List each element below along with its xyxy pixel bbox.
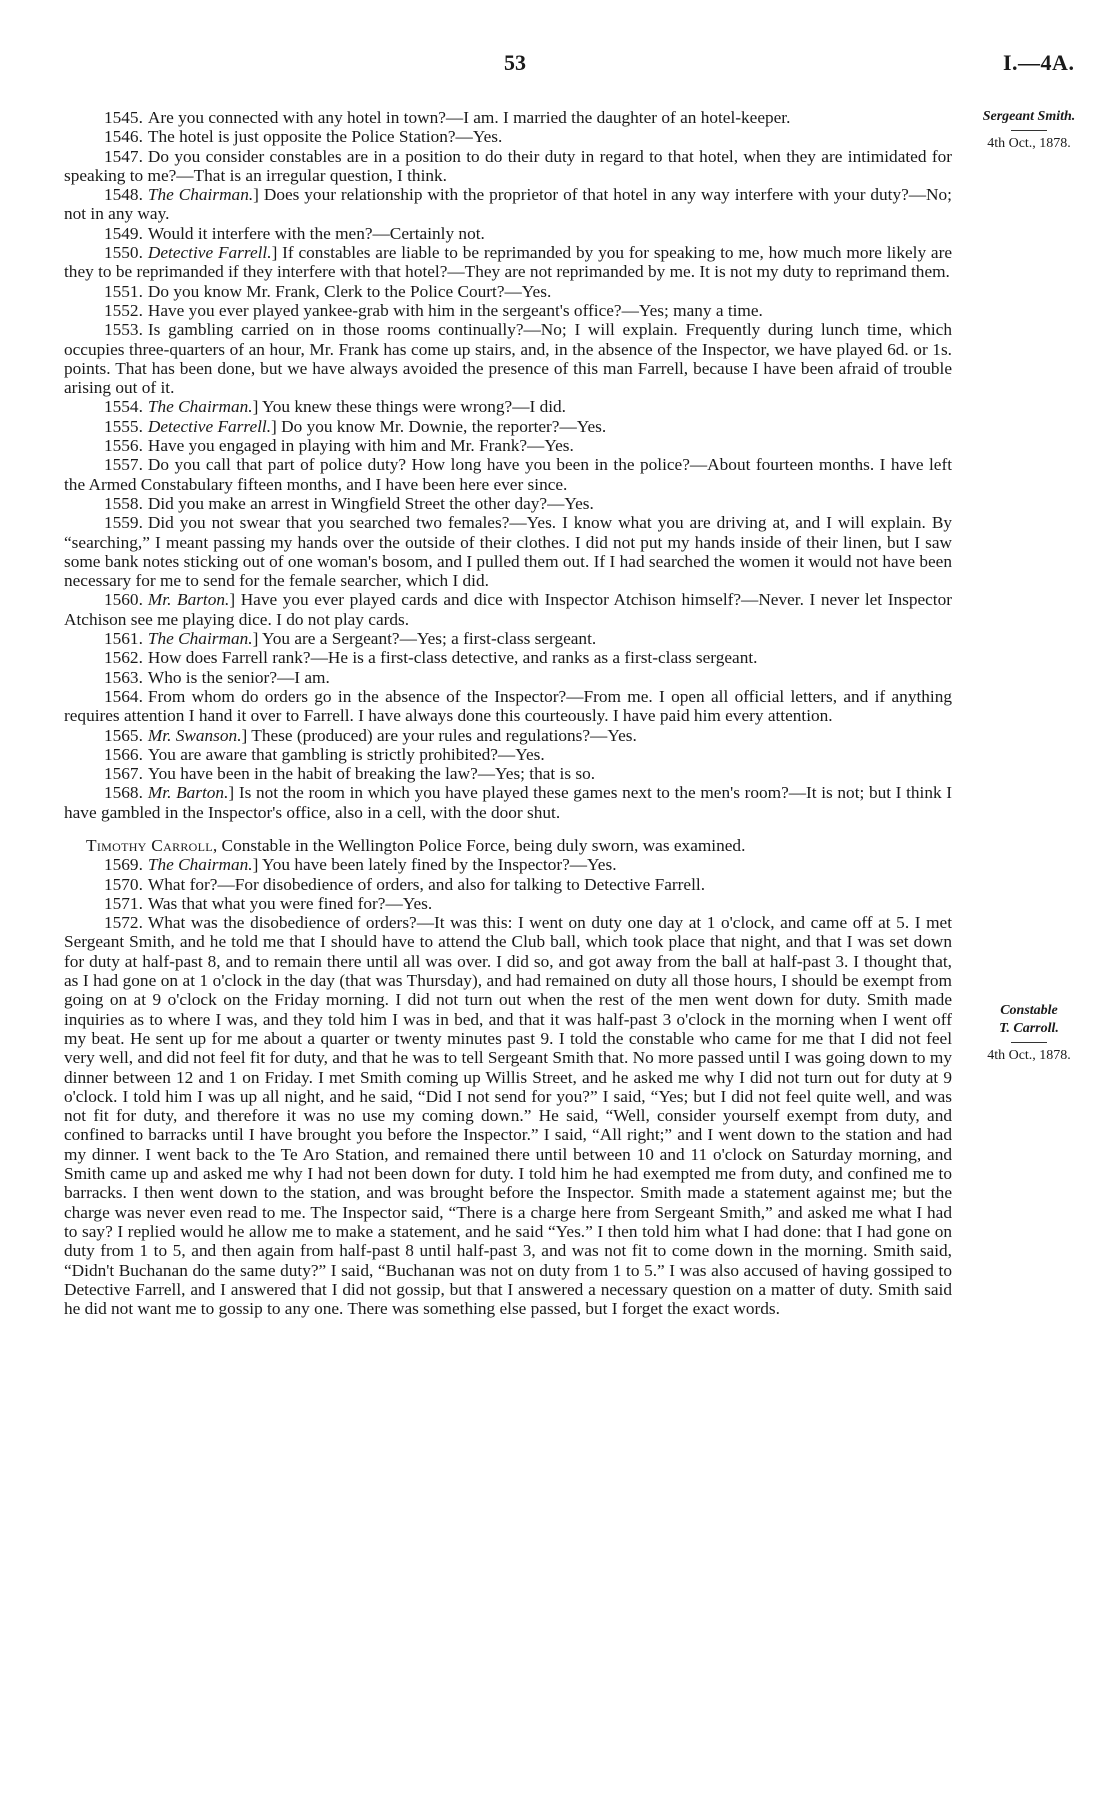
questioner-name: Mr. Swanson. <box>147 725 242 745</box>
margin-note-constable-carroll <box>968 1002 1090 1065</box>
question-paragraph <box>64 436 952 455</box>
question-paragraph <box>64 648 952 667</box>
question-number: 1569. <box>104 855 143 875</box>
question-number: 1562. <box>104 648 143 668</box>
questioner-name: The Chairman. <box>147 397 253 417</box>
question-paragraph <box>64 147 952 186</box>
question-paragraph <box>64 320 952 397</box>
question-paragraph: 1565. Mr. Swanson.] These (produced) are your rules and regulations?—Yes. <box>104 725 637 745</box>
question-text: Who is the senior?—I am. <box>147 667 330 687</box>
margin-note-name: Sergeant Smith. <box>982 109 1076 124</box>
question-paragraph <box>64 224 952 243</box>
questioner-name: Mr. Barton. <box>147 590 230 610</box>
page-header <box>0 50 1114 80</box>
question-paragraph <box>64 687 952 726</box>
question-text: You have been lately fined by the Inspector?—Yes. <box>262 855 617 875</box>
question-paragraph <box>64 764 952 783</box>
question-paragraph: 1561. The Chairman.] You are a Sergeant?—Yes; a first-class sergeant. <box>104 629 597 649</box>
question-text: Have you engaged in playing with him and Mr. Frank?—Yes. <box>147 436 574 456</box>
question-paragraph <box>64 913 952 1318</box>
question-paragraph <box>64 745 952 764</box>
question-paragraph: 1548. The Chairman.] Does your relationship with the proprietor of that hotel in any way interfere with your duty?—No; not in any way. <box>64 185 952 224</box>
question-text: The hotel is just opposite the Police Station?—Yes. <box>147 127 503 147</box>
evidence-body <box>64 108 952 1318</box>
questioner-name: The Chairman. <box>147 855 253 875</box>
question-paragraph <box>64 108 952 127</box>
margin-note-date: 4th Oct., 1878. <box>987 1048 1071 1063</box>
margin-note-sergeant-smith <box>968 108 1090 153</box>
question-number: 1572. <box>104 913 143 933</box>
question-number: 1548. <box>104 185 143 205</box>
questioner-name: Detective Farrell. <box>147 243 272 263</box>
question-text: Did you not swear that you searched two females?—Yes. I know what you are driving at, and I will explain. By “searching,” I meant passing my hands over the outside of their clothes. I did not put my hands inside of their linen, but I saw some bank notes sticking out of one woman's bosom, and I pulled them out. If I had searched the women it would not have been necessary for me to send for the female searcher, which I did. <box>64 513 952 591</box>
question-paragraph <box>64 875 952 894</box>
document-reference: I.—4A. <box>1003 50 1075 75</box>
question-number: 1557. <box>104 455 143 475</box>
question-number: 1559. <box>104 513 143 533</box>
question-number: 1550. <box>104 243 143 263</box>
question-text: You are a Sergeant?—Yes; a first-class sergeant. <box>262 629 597 649</box>
question-paragraph <box>64 894 952 913</box>
question-number: 1570. <box>104 874 143 894</box>
margin-note-date: 4th Oct., 1878. <box>987 136 1071 151</box>
margin-note-name: Constable <box>1000 1003 1058 1018</box>
question-text: How does Farrell rank?—He is a first-class detective, and ranks as a first-class sergeant. <box>147 648 758 668</box>
constable-carroll-evidence <box>64 855 952 1318</box>
question-paragraph <box>64 513 952 590</box>
witness-heading <box>64 836 952 855</box>
question-text: You knew these things were wrong?—I did. <box>262 397 566 417</box>
question-number: 1564. <box>104 686 143 706</box>
question-paragraph <box>64 455 952 494</box>
questioner-name: Mr. Barton. <box>147 783 229 803</box>
question-text: These (produced) are your rules and regulations?—Yes. <box>251 725 637 745</box>
page-number: 53 <box>504 50 526 75</box>
witness-description: , Constable in the Wellington Police Force, being duly sworn, was examined. <box>212 835 746 855</box>
question-text: What was the disobedience of orders?—It was this: I went on duty one day at 1 o'clock, and came off at 5. I met Sergeant Smith, and he told me that I should have to attend the Club ball, which took place that night, and that I was set down for duty at half-past 8, and to remain there until all was over. I did so, and got away from the ball at half-past 3. I thought that, as I had gone on at 1 o'clock in the day (that was Thursday), and had remained on duty all those hours, I should be exempt from going on at 9 o'clock on the Friday morning. I did not turn out when the rest of the men went down for duty. Smith made inquiries as to where I was, and they told him I was in bed, and that it was half-past 3 o'clock in the morning when I went off my beat. He sent up for me about a quarter or twenty minutes past 9. I told the constable who came for me that I did not feel very well, and did not feel fit for duty, and that he was to tell Sergeant Smith that. No more passed until I was going down to my dinner between 12 and 1 on Friday. I met Smith coming up Willis Street, and he asked me why I did not turn out for duty at 9 o'clock. I told him I was up all night, and he said, “Did I not send for you?” I said, “Yes; but I did not feel quite well, and was not fit for duty, and therefore it was no use my coming down.” He said, “Well, consider yourself exempt from duty, and confined to barracks until I have brought you before the Inspector.” I said, “All right;” and I went down to the station and had my dinner. I went back to the Te Aro Station, and remained there until between 10 and 11 o'clock on Saturday morning, and Smith came up and asked me why I had not been down for duty. I told him he had exempted me from duty, and confined me to barracks. I then went down to the station, and was brought before the Inspector. Smith made a statement against me; but the charge was never even read to me. The Inspector said, “There is a charge here from Sergeant Smith,” and asked me what I had to say? I replied would he allow me to make a statement, and he said “Yes.” I then told him what I had done: that I had gone on duty from 1 to 5, and then again from half-past 8 until half-past 3, and was not fit to come down in the morning. Smith said, “Didn't Buchanan do the same duty?” I said, “Buchanan was not on duty from 1 to 5.” I was also accused of having gossiped to Detective Farrell, and I answered that I did not gossip, but that I answered a necessary question on a matter of duty. Smith said he did not want me to gossip to any one. There was something else passed, but I forget the exact words. <box>64 913 952 1319</box>
question-paragraph: 1560. Mr. Barton.] Have you ever played cards and dice with Inspector Atchison himself?—Never. I never let Inspector Atchison see me playing dice. I do not play cards. <box>64 590 953 629</box>
question-number: 1552. <box>104 300 143 320</box>
question-paragraph <box>64 282 952 301</box>
question-text: Was that what you were fined for?—Yes. <box>147 893 433 913</box>
question-paragraph: 1554. The Chairman.] You knew these things were wrong?—I did. <box>104 397 566 417</box>
question-paragraph: 1569. The Chairman.] You have been lately fined by the Inspector?—Yes. <box>104 855 617 875</box>
question-number: 1568. <box>104 783 143 803</box>
question-number: 1553. <box>104 320 143 340</box>
question-text: If constables are liable to be reprimanded by you for speaking to me, how much more likely are they to be reprimanded if they interfere with that hotel?—They are not reprimanded by me. It is not my duty to reprimand them. <box>64 243 953 282</box>
margin-note-rule <box>1011 1042 1047 1043</box>
question-paragraph: 1550. Detective Farrell.] If constables are liable to be reprimanded by you for speaking to me, how much more likely are they to be reprimanded if they interfere with that hotel?—They are not reprimanded by me. It is not my duty to reprimand them. <box>64 243 953 282</box>
question-number: 1556. <box>104 436 143 456</box>
question-text: Is gambling carried on in those rooms continually?—No; I will explain. Frequently during lunch time, which occupies three-quarters of an hour, Mr. Frank has come up stairs, and, in the absence of the Inspector, we have played 6d. or 1s. points. That has been done, but we have always avoided the presence of this man Farrell, because I have been afraid of trouble arising out of it. <box>64 320 952 398</box>
margin-note-rule <box>1011 130 1047 131</box>
question-paragraph <box>64 668 952 687</box>
question-paragraph: 1555. Detective Farrell.] Do you know Mr. Downie, the reporter?—Yes. <box>104 416 607 436</box>
question-text: Do you know Mr. Downie, the reporter?—Yes. <box>281 416 607 436</box>
question-text: Do you consider constables are in a position to do their duty in regard to that hotel, when they are intimidated for speaking to me?—That is an irregular question, I think. <box>64 146 952 185</box>
question-text: Have you ever played cards and dice with Inspector Atchison himself?—Never. I never let Inspector Atchison see me playing dice. I do not play cards. <box>64 590 953 629</box>
question-text: Have you ever played yankee-grab with him in the sergeant's office?—Yes; many a time. <box>147 300 763 320</box>
question-text: What for?—For disobedience of orders, and also for talking to Detective Farrell. <box>147 874 706 894</box>
question-text: Do you know Mr. Frank, Clerk to the Police Court?—Yes. <box>147 281 552 301</box>
question-text: From whom do orders go in the absence of the Inspector?—From me. I open all official letters, and if anything requires attention I hand it over to Farrell. I have always done this courteously. I have paid him every attention. <box>64 686 952 726</box>
question-number: 1555. <box>104 416 143 436</box>
question-number: 1561. <box>104 629 143 649</box>
question-text: Would it interfere with the men?—Certainly not. <box>147 223 485 243</box>
question-text: Do you call that part of police duty? How long have you been in the police?—About fourteen months. I have left the Armed Constabulary fifteen months, and I have been here ever since. <box>64 455 952 494</box>
question-text: Are you connected with any hotel in town?—I am. I married the daughter of an hotel-keeper. <box>147 108 791 127</box>
margin-note-name: T. Carroll. <box>999 1021 1059 1036</box>
question-number: 1565. <box>104 725 143 745</box>
question-number: 1558. <box>104 493 143 513</box>
question-number: 1554. <box>104 397 143 417</box>
sergeant-smith-evidence <box>64 108 952 822</box>
question-number: 1566. <box>104 744 143 764</box>
question-number: 1571. <box>104 893 143 913</box>
question-number: 1560. <box>104 590 143 610</box>
question-paragraph <box>64 494 952 513</box>
question-paragraph <box>64 301 952 320</box>
question-number: 1563. <box>104 667 143 687</box>
question-number: 1547. <box>104 146 143 166</box>
question-text: You have been in the habit of breaking the law?—Yes; that is so. <box>147 764 596 784</box>
question-number: 1551. <box>104 281 143 301</box>
questioner-name: Detective Farrell. <box>147 416 272 436</box>
question-text: Is not the room in which you have played these games next to the men's room?—It is not; but I think I have gambled in the Inspector's office, also in a cell, with the door shut. <box>64 783 953 822</box>
question-number: 1549. <box>104 223 143 243</box>
question-number: 1567. <box>104 764 143 784</box>
question-text: Does your relationship with the proprietor of that hotel in any way interfere with your duty?—No; not in any way. <box>64 185 952 224</box>
question-number: 1546. <box>104 127 143 147</box>
question-paragraph <box>64 127 952 146</box>
questioner-name: The Chairman. <box>147 629 253 649</box>
question-text: You are aware that gambling is strictly prohibited?—Yes. <box>147 744 545 764</box>
question-paragraph: 1568. Mr. Barton.] Is not the room in which you have played these games next to the men's room?—It is not; but I think I have gambled in the Inspector's office, also in a cell, with the door shut. <box>64 783 953 822</box>
witness-name: Timothy Carroll <box>86 835 213 855</box>
question-number: 1545. <box>104 108 143 127</box>
question-text: Did you make an arrest in Wingfield Street the other day?—Yes. <box>147 493 594 513</box>
questioner-name: The Chairman. <box>147 185 254 205</box>
